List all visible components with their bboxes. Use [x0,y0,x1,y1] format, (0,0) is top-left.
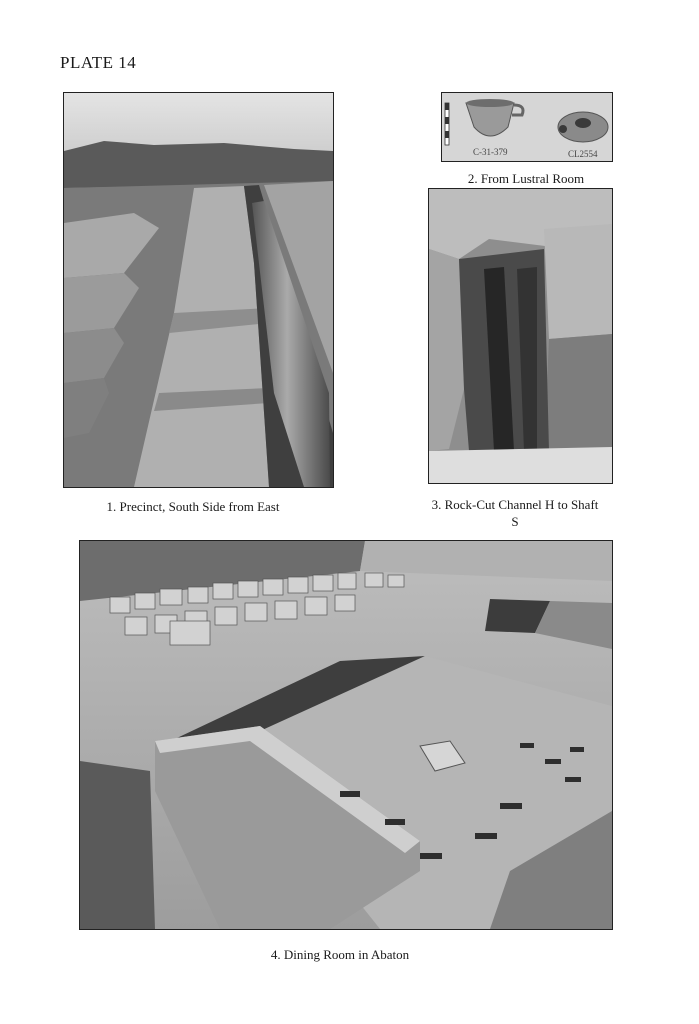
object-label-cup: C-31-379 [473,147,508,157]
caption-figure-2: 2. From Lustral Room [467,171,585,186]
photo-lustral-room-vessels [441,92,613,162]
caption-figure-4: 4. Dining Room in Abaton [270,947,410,962]
photo-dining-room-abaton [79,540,613,930]
photo-precinct-south-side [63,92,334,488]
photo-rock-cut-channel [428,188,613,484]
plate-title: PLATE 14 [60,53,137,72]
caption-figure-1: 1. Precinct, South Side from East [106,499,280,514]
object-label-lamp: CL2554 [568,149,598,159]
caption-figure-3: 3. Rock-Cut Channel H to Shaft S [431,497,599,529]
